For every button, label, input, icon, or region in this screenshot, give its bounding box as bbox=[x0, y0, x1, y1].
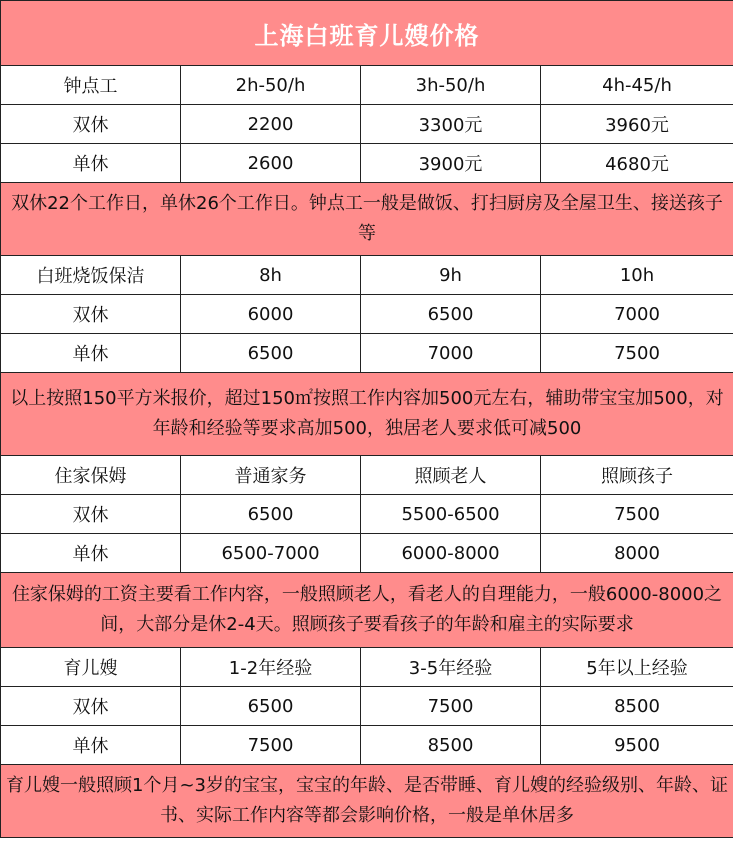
table-cell: 3300元 bbox=[361, 105, 541, 144]
header-cell: 3h-50/h bbox=[361, 66, 541, 105]
table-cell: 7000 bbox=[541, 295, 733, 334]
section-header-row bbox=[1, 256, 733, 295]
header-cell: 普通家务 bbox=[181, 456, 361, 495]
table-row bbox=[1, 495, 733, 534]
table-cell: 2600 bbox=[181, 144, 361, 183]
header-cell: 照顾孩子 bbox=[541, 456, 733, 495]
table-cell: 6000-8000 bbox=[361, 534, 541, 573]
table-cell: 6500 bbox=[181, 687, 361, 726]
table-cell: 7500 bbox=[541, 334, 733, 373]
table-cell: 4680元 bbox=[541, 144, 733, 183]
table-cell: 双休 bbox=[1, 495, 181, 534]
header-cell: 9h bbox=[361, 256, 541, 295]
table-cell: 6500-7000 bbox=[181, 534, 361, 573]
header-cell: 10h bbox=[541, 256, 733, 295]
table-row bbox=[1, 295, 733, 334]
table-cell: 单休 bbox=[1, 534, 181, 573]
table-row bbox=[1, 534, 733, 573]
table-cell: 双休 bbox=[1, 295, 181, 334]
table-row bbox=[1, 105, 733, 144]
note-row bbox=[1, 373, 733, 456]
section-note: 以上按照150平方米报价，超过150㎡按照工作内容加500元左右，辅助带宝宝加500，对年龄和经验等要求高加500，独居老人要求低可减500 bbox=[1, 373, 733, 456]
table-row bbox=[1, 687, 733, 726]
note-row bbox=[1, 183, 733, 256]
table-cell: 7000 bbox=[361, 334, 541, 373]
section-note: 育儿嫂一般照顾1个月~3岁的宝宝，宝宝的年龄、是否带睡、育儿嫂的经验级别、年龄、证书、实际工作内容等都会影响价格，一般是单休居多 bbox=[1, 765, 733, 838]
header-cell: 育儿嫂 bbox=[1, 648, 181, 687]
section-header-row bbox=[1, 66, 733, 105]
header-cell: 5年以上经验 bbox=[541, 648, 733, 687]
table-cell: 双休 bbox=[1, 105, 181, 144]
table-cell: 6000 bbox=[181, 295, 361, 334]
table-row bbox=[1, 144, 733, 183]
header-cell: 白班烧饭保洁 bbox=[1, 256, 181, 295]
header-cell: 3-5年经验 bbox=[361, 648, 541, 687]
section-header-row bbox=[1, 456, 733, 495]
header-cell: 4h-45/h bbox=[541, 66, 733, 105]
table-cell: 9500 bbox=[541, 726, 733, 765]
table-cell: 8000 bbox=[541, 534, 733, 573]
note-row bbox=[1, 573, 733, 648]
table-cell: 6500 bbox=[181, 495, 361, 534]
header-cell: 2h-50/h bbox=[181, 66, 361, 105]
header-cell: 8h bbox=[181, 256, 361, 295]
section-note: 双休22个工作日，单休26个工作日。钟点工一般是做饭、打扫厨房及全屋卫生、接送孩子等 bbox=[1, 183, 733, 256]
table-cell: 单休 bbox=[1, 334, 181, 373]
table-cell: 单休 bbox=[1, 726, 181, 765]
table-cell: 单休 bbox=[1, 144, 181, 183]
header-cell: 钟点工 bbox=[1, 66, 181, 105]
table-cell: 7500 bbox=[181, 726, 361, 765]
table-cell: 双休 bbox=[1, 687, 181, 726]
table-cell: 8500 bbox=[361, 726, 541, 765]
section-header-row bbox=[1, 648, 733, 687]
table-cell: 7500 bbox=[361, 687, 541, 726]
table-cell: 2200 bbox=[181, 105, 361, 144]
header-cell: 1-2年经验 bbox=[181, 648, 361, 687]
page-title: 上海白班育儿嫂价格 bbox=[1, 1, 733, 66]
table-cell: 6500 bbox=[361, 295, 541, 334]
table-cell: 7500 bbox=[541, 495, 733, 534]
table-cell: 6500 bbox=[181, 334, 361, 373]
table-cell: 3900元 bbox=[361, 144, 541, 183]
table-cell: 3960元 bbox=[541, 105, 733, 144]
table-cell: 5500-6500 bbox=[361, 495, 541, 534]
table-row bbox=[1, 726, 733, 765]
table-cell: 8500 bbox=[541, 687, 733, 726]
header-cell: 住家保姆 bbox=[1, 456, 181, 495]
section-note: 住家保姆的工资主要看工作内容，一般照顾老人，看老人的自理能力，一般6000-8000之间，大部分是休2-4天。照顾孩子要看孩子的年龄和雇主的实际要求 bbox=[1, 573, 733, 648]
header-cell: 照顾老人 bbox=[361, 456, 541, 495]
table-row bbox=[1, 334, 733, 373]
title-row bbox=[1, 1, 733, 66]
note-row bbox=[1, 765, 733, 838]
